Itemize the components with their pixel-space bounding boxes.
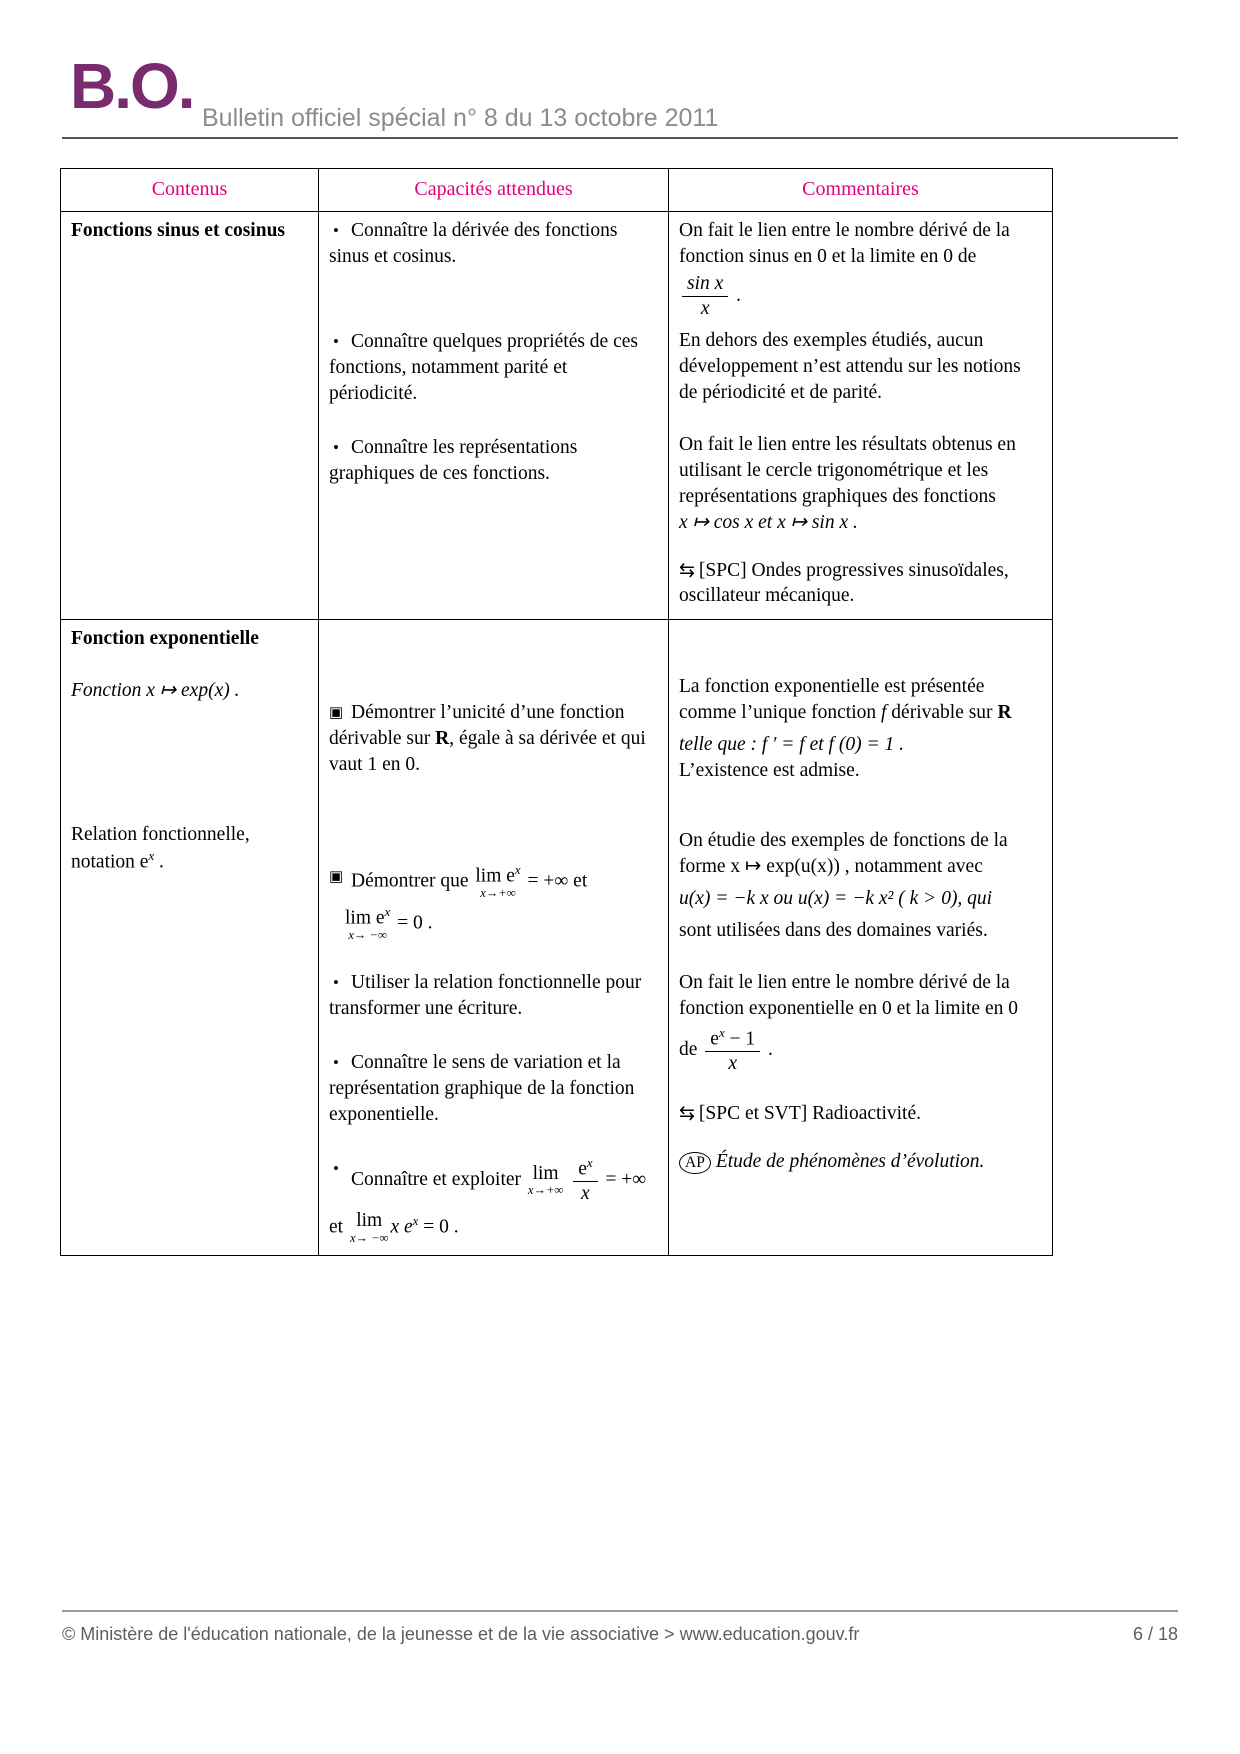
formula-f-prime: telle que : f ′ = f et f (0) = 1 . (679, 734, 904, 756)
exponent: x (412, 1213, 419, 1228)
comment-paragraph (679, 674, 1042, 784)
spc-line: [SPC et SVT] Radioactivité. (698, 1102, 921, 1124)
comment-line: utilisant le cercle trigonométrique et les (679, 459, 989, 481)
capacite-line: graphiques de ces fonctions. (329, 463, 550, 485)
comment-line: On étudie des exemples de fonctions de la (679, 830, 1008, 852)
contenus-line-tail: . (154, 851, 164, 873)
spacer (71, 704, 308, 822)
bullet-dot-icon: • (333, 220, 339, 240)
fraction-numerator: sin x (682, 273, 728, 297)
formula-tail: . (768, 1038, 773, 1060)
row-title-sinus-cosinus: Fonctions sinus et cosinus (71, 219, 286, 241)
spc-line: oscillateur mécanique. (679, 585, 855, 607)
limit-operator (345, 906, 390, 942)
formula-cos-sin-maps: x ↦ cos x et x ↦ sin x . (679, 511, 858, 533)
programme-table (60, 168, 1053, 1256)
header-title: Bulletin officiel spécial n° 8 du 13 octobre 2011 (202, 104, 719, 132)
capacite-line: sinus et cosinus. (329, 245, 457, 267)
comment-line: fonction sinus en 0 et la limite en 0 de (679, 245, 977, 267)
limit-main (475, 864, 520, 887)
comment-line: La fonction exponentielle est présentée (679, 676, 985, 698)
bullet-dot-icon: • (333, 1158, 339, 1178)
table-row (61, 620, 1053, 1255)
comment-spc-note (679, 1101, 1042, 1127)
fraction-denominator: x (700, 298, 710, 320)
cell-contenus-exponentielle (61, 620, 319, 1255)
comment-line: On fait le lien entre le nombre dérivé de la (679, 219, 1010, 241)
formula-ex-minus-1-over-x (679, 1026, 1042, 1075)
bullet-dot-icon: • (333, 973, 339, 993)
ap-badge: AP (679, 1152, 711, 1174)
capacite-item (329, 329, 658, 407)
capacite-conjunction: et (329, 1216, 344, 1238)
limit-operator (475, 864, 520, 900)
square-bullet-icon: ▣ (329, 869, 344, 886)
limit-main (345, 906, 390, 929)
fraction-numerator (705, 1026, 760, 1052)
footer-copyright: © Ministère de l'éducation nationale, de la jeunesse et de la vie associative > www.education.gouv.fr (62, 1624, 860, 1644)
spacer (329, 626, 658, 684)
header-divider (62, 137, 1178, 139)
limit-line-tail (329, 1211, 658, 1245)
capacite-line: représentation graphique de la fonction (329, 1078, 635, 1100)
exponent: x (148, 849, 155, 864)
limit-expression: lim e (345, 907, 385, 929)
comment-line-pre: comme l’unique fonction (679, 702, 881, 724)
set-symbol-R: R (435, 728, 450, 750)
contenus-function-exp: Fonction x ↦ exp(x) . (71, 680, 240, 702)
capacite-item (329, 435, 658, 487)
row-title-exponentielle: Fonction exponentielle (71, 628, 259, 650)
column-header-commentaires: Commentaires (669, 169, 1053, 212)
contenus-relation-fonctionnelle (71, 822, 308, 875)
comment-paragraph (679, 828, 1042, 944)
swap-arrows-icon: ⇆ (679, 559, 695, 581)
ap-note-text: Étude de phénomènes d’évolution. (715, 1150, 985, 1172)
exponent: x (586, 1155, 593, 1170)
spc-line: [SPC] Ondes progressives sinusoïdales, (698, 559, 1009, 581)
limit-main: lim (356, 1210, 383, 1232)
limit-value: = +∞ (605, 1169, 647, 1190)
square-bullet-icon: ▣ (329, 705, 344, 722)
limit-operator (350, 1211, 389, 1245)
capacite-conjunction: et (573, 870, 588, 892)
comment-line: L’existence est admise. (679, 760, 860, 782)
function-symbol-f: f (881, 702, 887, 724)
limit-value: = 0 . (418, 1216, 459, 1238)
spacer (329, 407, 658, 419)
capacite-line-pre: dérivable sur (329, 728, 436, 750)
exponent: x (384, 905, 391, 920)
formula-tail: . (736, 285, 742, 307)
exponent: x (514, 863, 521, 878)
capacite-line: Utiliser la relation fonctionnelle pour (351, 972, 642, 994)
limit-expression: x e (390, 1216, 413, 1238)
limit-operator (528, 1164, 563, 1198)
comment-line: développement n’est attendu sur les notions (679, 356, 1021, 378)
fraction-num-base: e (578, 1158, 587, 1180)
cell-contenus-sinus-cosinus (61, 211, 319, 620)
capacite-line (329, 726, 646, 752)
footer-divider (62, 1610, 1178, 1612)
capacite-line: Démontrer que (351, 870, 469, 892)
comment-line-post: dérivable sur (886, 702, 998, 724)
formula-sinx-over-x (679, 273, 1042, 320)
limit-value: = 0 . (392, 912, 433, 934)
fraction (573, 1156, 597, 1205)
capacite-line-post: , égale à sa dérivée et qui (449, 728, 646, 750)
capacite-item (329, 864, 658, 942)
capacite-item (329, 970, 658, 1022)
comment-line: représentations graphiques des fonctions (679, 485, 996, 507)
comment-line (679, 702, 1012, 723)
page-header (62, 52, 1178, 142)
spacer (679, 626, 1042, 674)
set-symbol-R: R (997, 702, 1012, 724)
spacer (329, 778, 658, 848)
capacite-item (329, 1050, 658, 1128)
comment-paragraph (679, 328, 1042, 406)
formula-u-of-x: u(x) = −k x ou u(x) = −k x² ( k > 0), qui (679, 887, 993, 909)
bullet-dot-icon: • (333, 332, 339, 352)
limit-line-2 (343, 906, 658, 942)
comment-line: forme x ↦ exp(u(x)) , notamment avec (679, 856, 983, 877)
footer-page-number: 6 / 18 (1132, 1624, 1178, 1644)
comment-line: fonction exponentielle en 0 et la limite en 0 (679, 997, 1018, 1019)
cell-commentaires-exponentielle (669, 620, 1053, 1255)
capacite-line: exponentielle. (329, 1104, 439, 1126)
spacer (329, 1128, 658, 1140)
bullet-dot-icon: • (333, 1053, 339, 1073)
comment-paragraph (679, 970, 1042, 1022)
cell-commentaires-sinus-cosinus (669, 211, 1053, 620)
comment-line: On fait le lien entre les résultats obtenus en (679, 433, 1016, 455)
exponent: x (718, 1025, 725, 1040)
capacite-line: Connaître la dérivée des fonctions (351, 219, 618, 241)
fraction-num-tail: − 1 (724, 1028, 756, 1050)
fraction (705, 1026, 760, 1075)
fraction-numerator (573, 1156, 597, 1182)
bullet-dot-icon: • (333, 438, 339, 458)
cell-capacites-exponentielle (319, 620, 669, 1255)
column-header-capacites: Capacités attendues (319, 169, 669, 212)
cell-capacites-sinus-cosinus (319, 211, 669, 620)
comment-spc-note (679, 558, 1042, 610)
fraction-num-base: e (710, 1028, 719, 1050)
fraction-denominator: x (728, 1052, 738, 1074)
table-header-row (61, 169, 1053, 212)
spacer (329, 942, 658, 954)
capacite-item (329, 700, 658, 778)
limit-subscript: x→ −∞ (348, 928, 387, 943)
contenus-line: notation e (71, 851, 149, 873)
limit-subscript: x→ −∞ (349, 1230, 389, 1245)
limit-subscript: x→+∞ (480, 886, 516, 901)
table-row (61, 211, 1053, 620)
capacite-line: Connaître les représentations (351, 437, 578, 459)
column-header-contenus: Contenus (61, 169, 319, 212)
capacite-line: transformer une écriture. (329, 998, 523, 1020)
bo-logo: B.O. (70, 50, 194, 122)
limit-subscript: x→+∞ (527, 1183, 564, 1198)
capacite-item (329, 218, 658, 270)
capacite-line: Connaître quelques propriétés de ces (351, 331, 638, 353)
limit-value: = +∞ (522, 870, 569, 892)
fraction-denominator: x (581, 1183, 590, 1205)
capacite-line: fonctions, notamment parité et (329, 357, 568, 379)
comment-paragraph (679, 432, 1042, 536)
capacite-line: Démontrer l’unicité d’une fonction (351, 702, 625, 724)
limit-main: lim (532, 1162, 559, 1184)
capacite-line: périodicité. (329, 383, 418, 405)
comment-line: de périodicité et de parité. (679, 381, 883, 403)
capacite-item (329, 1156, 658, 1245)
limit-expression: lim e (475, 865, 515, 887)
formula-prefix: de (679, 1038, 698, 1060)
spacer (71, 652, 308, 678)
comment-line: En dehors des exemples étudiés, aucun (679, 330, 984, 352)
capacite-line: Connaître et exploiter (351, 1169, 522, 1190)
spacer (329, 269, 658, 313)
comment-ap-note (679, 1149, 1042, 1175)
fraction (682, 273, 728, 320)
comment-line: On fait le lien entre le nombre dérivé de la (679, 971, 1010, 993)
contenus-line: Relation fonctionnelle, (71, 824, 250, 846)
comment-line: sont utilisées dans des domaines variés. (679, 919, 988, 941)
swap-arrows-icon: ⇆ (679, 1102, 695, 1124)
spacer (329, 1022, 658, 1034)
comment-paragraph (679, 218, 1042, 270)
capacite-line: Connaître le sens de variation et la (351, 1052, 621, 1074)
capacite-line: vaut 1 en 0. (329, 754, 420, 776)
